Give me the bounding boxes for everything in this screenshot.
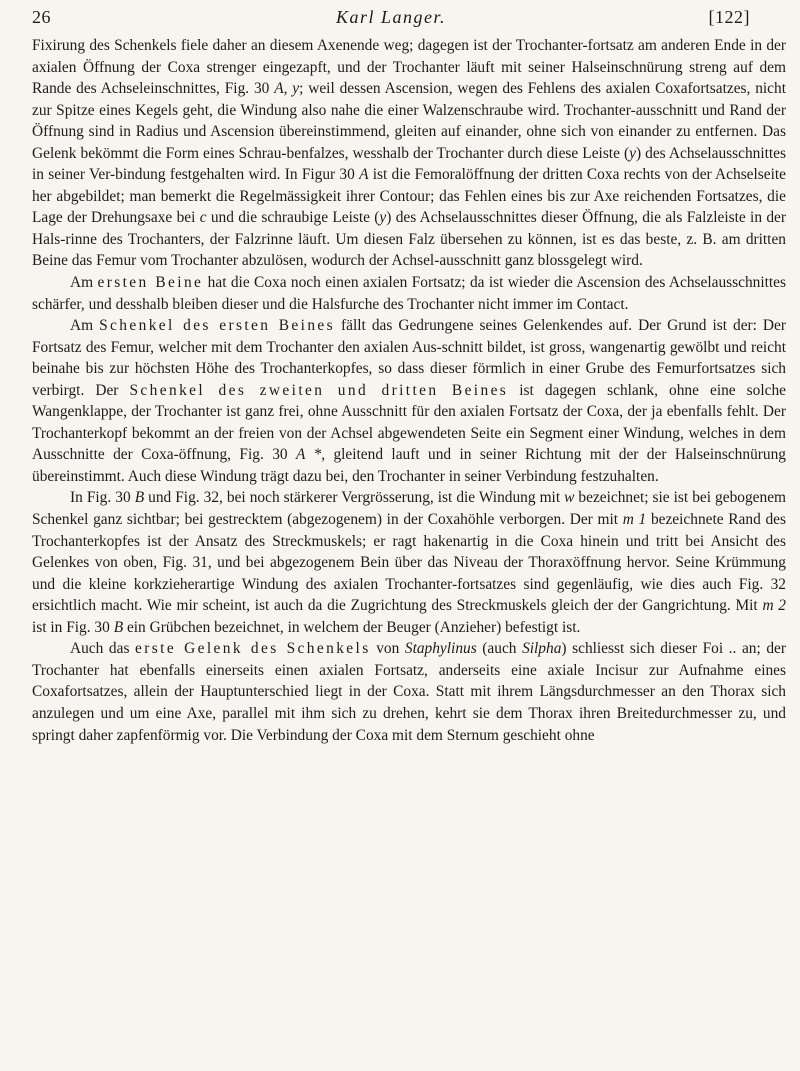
text-run: , — [283, 80, 293, 98]
italic-text: A — [274, 80, 284, 98]
text-run: Am — [70, 274, 98, 292]
text-run: ; weil dessen Ascension, wegen des Fehlens des axialen Coxafortsatzes, nicht zur Spitze eines Kegels geht, die Windung also nahe die einer Walzenschraube wird. Trochanter-ausschnitt und Rand der Öffnung sind in Radius und Ascension übereinstimmend, gleiten auf einander, ohne sich von einander zu entfernen. Das Gelenk bekömmt die Form eines Schrau-benfalzes, wesshalb der Trochanter durch diese Leiste ( — [32, 80, 786, 162]
body-text — [32, 35, 786, 746]
text-run: bezeichnete Rand des Trochanterkopfes ist der Ansatz des Streckmuskels; er ragt hakenartig in die Coxa hinein und tritt bei Ansicht des Gelenkes von oben, Fig. 31, und bei abgezogenem Bein über das Niveau der Thoraxöffnung hervor. Seine Krümmung und die kleine korkzieherartige Windung des axialen Trochanter-fortsatzes sind gegenläufig, wie dies auch Fig. 32 ersichtlich macht. Wie mir scheint, ist auch da die Zugrichtung des Streckmuskels gleich der der Gangrichtung. Mit — [32, 511, 786, 615]
emphasis-spaced-text: Schenkel des ersten Beines — [99, 317, 336, 335]
paragraph-p2 — [32, 272, 786, 315]
text-run: In Fig. 30 — [70, 489, 135, 507]
italic-text: B — [113, 618, 124, 636]
italic-text: Silpha — [522, 640, 562, 658]
text-run: und die schraubige Leiste ( — [206, 209, 380, 227]
text-run: , gleitend lauft und in seiner Richtung mit der der Halseinschnürung übereinstimmt. Auch diese Windung trägt dazu bei, den Trochanter in seiner Verbindung festzuhalten. — [32, 446, 786, 485]
italic-text: w — [564, 489, 575, 507]
paragraph-p5 — [32, 638, 786, 746]
page-number: 26 — [32, 7, 51, 27]
text-run: ) des Achselausschnittes dieser Öffnung, die als Falzleiste in der Hals-rinne des Trochanters, der Falzrinne läuft. Um diesen Falz übersehen zu können, ist es das beste, z. B. am dritten Beine das Femur vom Trochanter abzulösen, wodurch der Achsel-ausschnitt ganz blossgelegt wird. — [32, 209, 786, 270]
emphasis-spaced-text: Schenkel des zweiten und dritten Beines — [129, 381, 509, 399]
italic-text: y — [629, 144, 636, 162]
italic-text: m 2 — [762, 597, 786, 615]
running-title: Karl Langer. — [335, 7, 447, 27]
paragraph-p1 — [32, 35, 786, 272]
italic-text: Staphylinus — [404, 640, 477, 658]
text-run: ein Grübchen bezeichnet, in welchem der Beuger (Anzieher) befestigt ist. — [123, 618, 581, 636]
italic-text: B — [134, 489, 145, 507]
emphasis-spaced-text: erste Gelenk des Schenkels — [135, 640, 371, 658]
italic-text: y — [292, 80, 300, 98]
italic-text: A — [359, 166, 369, 184]
text-run: ist in Fig. 30 — [32, 618, 114, 636]
text-run: und Fig. 32, bei noch stärkerer Vergrösserung, ist die Windung mit — [144, 489, 565, 507]
emphasis-spaced-text: ersten Beine — [97, 274, 204, 292]
italic-text: m 1 — [622, 511, 647, 529]
text-run: Auch das — [70, 640, 136, 658]
text-run: bezeichnet; sie ist bei gebogenem Schenkel ganz sichtbar; bei gestrecktem (abgezogenem) in der Coxahöhle verborgen. Der mit — [32, 489, 786, 529]
text-run: hat die Coxa noch einen axialen Fortsatz; da ist wieder die Ascension des Achselausschnittes schärfer, und desshalb bleiben dieser und die Halsfurche des Trochanter nicht immer im Contact. — [32, 274, 786, 313]
italic-text: A * — [295, 446, 322, 464]
text-run: fällt das Gedrungene seines Gelenkendes auf. Der Grund ist der: Der Fortsatz des Femur, welcher mit dem Trochanter den axialen Aus-schnitt bildet, ist gross, wangenartig gewölbt und reicht beinahe bis zur höchsten Höhe des Trochanterkopfes, so dass dieser förmlich in einer Grube des Femurfortsatzes sich verbirgt. Der — [32, 317, 787, 399]
section-reference: [122] — [708, 7, 750, 27]
text-run: ) schliesst sich dieser Foi .. an; der Trochanter hat ebenfalls einerseits einen axialen Fortsatz, anderseits eine axiale Incisur zur Aufnahme eines Coxafortsatzes, allein der Hauptunterschied liegt in der Coxa. Statt mit ihrem Längsdurchmesser an den Thorax sich anzulegen und um eine Axe, parallel mit ihm sich zu drehen, kehrt sie dem Thorax ihren Breitedurchmesser zu, und springt daher zapfenförmig vor. Die Verbindung der Coxa mit dem Sternum geschieht ohne — [32, 640, 787, 744]
paragraph-p3 — [32, 315, 786, 487]
text-run: ) des Achselausschnittes in seiner Ver-bindung festgehalten wird. In Figur 30 — [32, 144, 786, 184]
italic-text: y — [379, 209, 387, 227]
text-run: ist dagegen schlank, ohne eine solche Wangenklappe, der Trochanter ist ganz frei, ohne Ausschnitt für den axialen Fortsatz der Coxa, der ja ebenfalls fehlt. Der Trochanterkopf bekommt an der freien von der Achsel abgewendeten Seite ein Segment einer Windung, welches in dem Ausschnitte der Coxa-öffnung, Fig. 30 — [32, 381, 786, 464]
italic-text: c — [199, 209, 207, 227]
paragraph-p4 — [32, 487, 786, 638]
text-run: Am — [70, 317, 100, 335]
text-run: von — [370, 640, 405, 658]
text-run: Fixirung des Schenkels fiele daher an diesem Axenende weg; dagegen ist der Trochanter-fortsatz am anderen Ende in der axialen Öffnung der Coxa strenger eingezapft, und der Trochanter läuft mit seiner Halseinschnürung streng auf dem Rande des Achseleinschnittes, Fig. 30 — [32, 37, 786, 98]
page-header — [32, 5, 786, 31]
text-run: (auch — [476, 640, 523, 658]
text-run: ist die Femoralöffnung der dritten Coxa rechts von der Achselseite her abgebildet; man bemerkt die Regelmässigkeit ihrer Contour; das Fehlen eines bis zur Axe reichenden Fortsatzes, die Lage der Drehungsaxe bei — [32, 166, 786, 227]
